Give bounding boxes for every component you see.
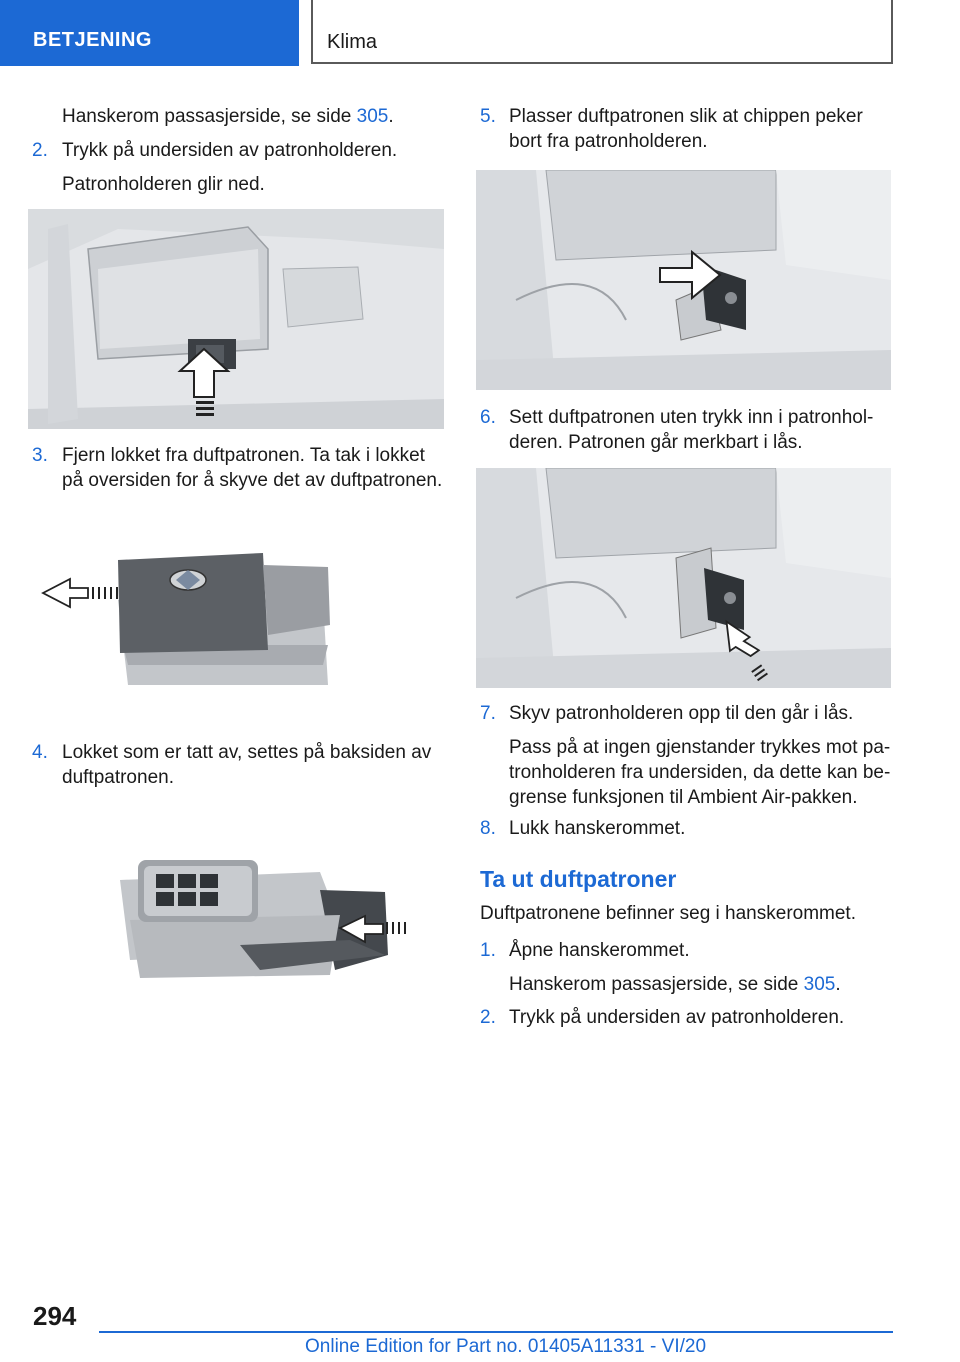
step-number: 7. [480, 703, 496, 724]
step-number: 4. [32, 742, 48, 763]
step-number: 2. [480, 1007, 496, 1028]
page-number: 294 [33, 1301, 77, 1331]
step-text-line: Plasser duftpatronen slik at chippen peker [509, 106, 863, 127]
section-title: BETJENING [33, 29, 152, 51]
chapter-box [311, 0, 893, 64]
step-text-line: duftpatronen. [62, 767, 174, 788]
figure-glovebox-press-holder [28, 209, 444, 429]
figure-remove-lid [38, 545, 338, 695]
step-text: Åpne hanskerommet. [509, 940, 690, 961]
step-text: Trykk på undersiden av patronholderen. [62, 140, 398, 161]
page-link-305[interactable]: 305 [803, 974, 836, 995]
step-text-line: deren. Patronen går merkbart i lås. [509, 432, 803, 453]
step-subtext: Hanskerom passasjerside, se side 305. [509, 974, 841, 995]
step-number: 1. [480, 940, 496, 961]
step-text-line: på oversiden for å skyve det av duftpatronen. [62, 470, 443, 491]
step-number: 3. [32, 445, 48, 466]
step-1-continuation: Hanskerom passasjerside, se side 305. [62, 106, 394, 127]
section-tab [0, 0, 299, 66]
step-text-line: Lokket som er tatt av, settes på baksiden av [62, 742, 432, 763]
step-subtext-line: tronholderen fra undersiden, da dette kan be- [509, 762, 891, 783]
step-text-line: Fjern lokket fra duftpatronen. Ta tak i lokket [62, 445, 425, 466]
step-number: 8. [480, 818, 496, 839]
figure-place-cartridge [476, 170, 891, 390]
chapter-title: Klima [327, 31, 378, 53]
step-text: Skyv patronholderen opp til den går i lås. [509, 703, 854, 724]
step-number: 2. [32, 140, 48, 161]
step-text: Lukk hanskerommet. [509, 818, 686, 839]
step-subtext: Patronholderen glir ned. [62, 174, 265, 195]
edition-text: Online Edition for Part no. 01405A11331 - VI/20 [305, 1336, 707, 1357]
section-intro: Duftpatronene befinner seg i hanskerommet. [480, 903, 856, 924]
step-number: 5. [480, 106, 496, 127]
step-number: 6. [480, 407, 496, 428]
step-subtext-line: Pass på at ingen gjenstander trykkes mot pa- [509, 737, 891, 758]
figure-lid-on-back [120, 850, 420, 985]
footer-divider [99, 1331, 893, 1333]
figure-insert-cartridge [476, 468, 891, 688]
step-subtext-line: grense funksjonen til Ambient Air-pakken. [509, 787, 858, 808]
step-text-line: Sett duftpatronen uten trykk inn i patronhol- [509, 407, 874, 428]
step-text: Trykk på undersiden av patronholderen. [509, 1007, 845, 1028]
section-heading: Ta ut duftpatroner [480, 866, 677, 892]
page-link-305[interactable]: 305 [356, 106, 389, 127]
step-text-line: bort fra patronholderen. [509, 131, 708, 152]
